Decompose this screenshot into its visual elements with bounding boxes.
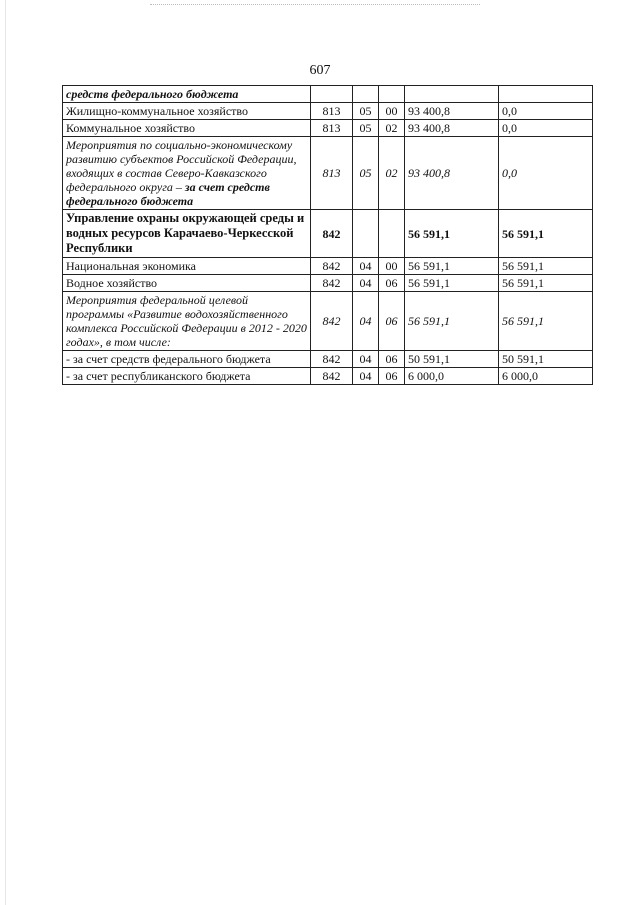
row-amount-2 [499, 86, 593, 103]
table-row [63, 292, 593, 351]
row-name: Мероприятия федеральной целевой программы «Развитие водохозяйственного комплекса Российской Федерации в 2012 - 2020 годах», в том числе: [63, 292, 311, 351]
row-subsection: 06 [379, 368, 405, 385]
row-section: 05 [353, 137, 379, 210]
row-amount-1: 50 591,1 [405, 351, 499, 368]
row-section: 05 [353, 120, 379, 137]
row-amount-2: 0,0 [499, 120, 593, 137]
row-amount-1: 93 400,8 [405, 120, 499, 137]
row-name-text: Мероприятия по социально-экономическому развитию субъектов Российской Федерации, входящих в состав Северо-Кавказского федерального округа – [66, 138, 297, 194]
table-row [63, 368, 593, 385]
row-name: Национальная экономика [63, 258, 311, 275]
row-code: 842 [311, 292, 353, 351]
row-amount-2: 56 591,1 [499, 292, 593, 351]
row-amount-1: 56 591,1 [405, 275, 499, 292]
row-section: 04 [353, 292, 379, 351]
row-name: - за счет средств федерального бюджета [63, 351, 311, 368]
row-amount-1: 56 591,1 [405, 258, 499, 275]
row-section [353, 210, 379, 258]
row-amount-2: 0,0 [499, 103, 593, 120]
row-subsection: 06 [379, 275, 405, 292]
page-number: 607 [309, 63, 331, 78]
budget-table [62, 85, 593, 385]
row-amount-2: 6 000,0 [499, 368, 593, 385]
row-code: 813 [311, 103, 353, 120]
row-subsection: 06 [379, 351, 405, 368]
row-name: Жилищно-коммунальное хозяйство [63, 103, 311, 120]
row-amount-1: 6 000,0 [405, 368, 499, 385]
row-name: Коммунальное хозяйство [63, 120, 311, 137]
row-code: 813 [311, 137, 353, 210]
row-amount-2: 56 591,1 [499, 210, 593, 258]
table-row [63, 120, 593, 137]
scan-margin-line [5, 0, 6, 905]
row-code [311, 86, 353, 103]
row-code: 842 [311, 210, 353, 258]
scan-artifact-dots [150, 4, 480, 7]
row-subsection: 00 [379, 258, 405, 275]
row-code: 842 [311, 258, 353, 275]
row-name-bold-text: за счет средств федерального бюджета [66, 180, 270, 208]
row-amount-1 [405, 86, 499, 103]
row-section: 04 [353, 275, 379, 292]
row-subsection: 02 [379, 120, 405, 137]
row-amount-2: 56 591,1 [499, 275, 593, 292]
table-row [63, 258, 593, 275]
row-code: 842 [311, 368, 353, 385]
table-row [63, 86, 593, 103]
row-code: 842 [311, 275, 353, 292]
row-name: Управление охраны окружающей среды и водных ресурсов Карачаево-Черкесской Республики [63, 210, 311, 258]
table-row [63, 137, 593, 210]
row-amount-1: 56 591,1 [405, 210, 499, 258]
row-subsection [379, 86, 405, 103]
row-code: 813 [311, 120, 353, 137]
row-amount-2: 56 591,1 [499, 258, 593, 275]
row-amount-2: 50 591,1 [499, 351, 593, 368]
row-name: Водное хозяйство [63, 275, 311, 292]
table-row [63, 103, 593, 120]
table-row [63, 275, 593, 292]
row-name: средств федерального бюджета [63, 86, 311, 103]
row-subsection: 00 [379, 103, 405, 120]
row-amount-2: 0,0 [499, 137, 593, 210]
row-amount-1: 93 400,8 [405, 137, 499, 210]
row-code: 842 [311, 351, 353, 368]
row-section: 04 [353, 351, 379, 368]
row-section: 04 [353, 368, 379, 385]
row-subsection: 02 [379, 137, 405, 210]
row-section [353, 86, 379, 103]
row-name [63, 137, 311, 210]
row-subsection: 06 [379, 292, 405, 351]
row-name: - за счет республиканского бюджета [63, 368, 311, 385]
row-subsection [379, 210, 405, 258]
table-row [63, 351, 593, 368]
table-row [63, 210, 593, 258]
row-amount-1: 56 591,1 [405, 292, 499, 351]
row-section: 05 [353, 103, 379, 120]
row-section: 04 [353, 258, 379, 275]
row-amount-1: 93 400,8 [405, 103, 499, 120]
